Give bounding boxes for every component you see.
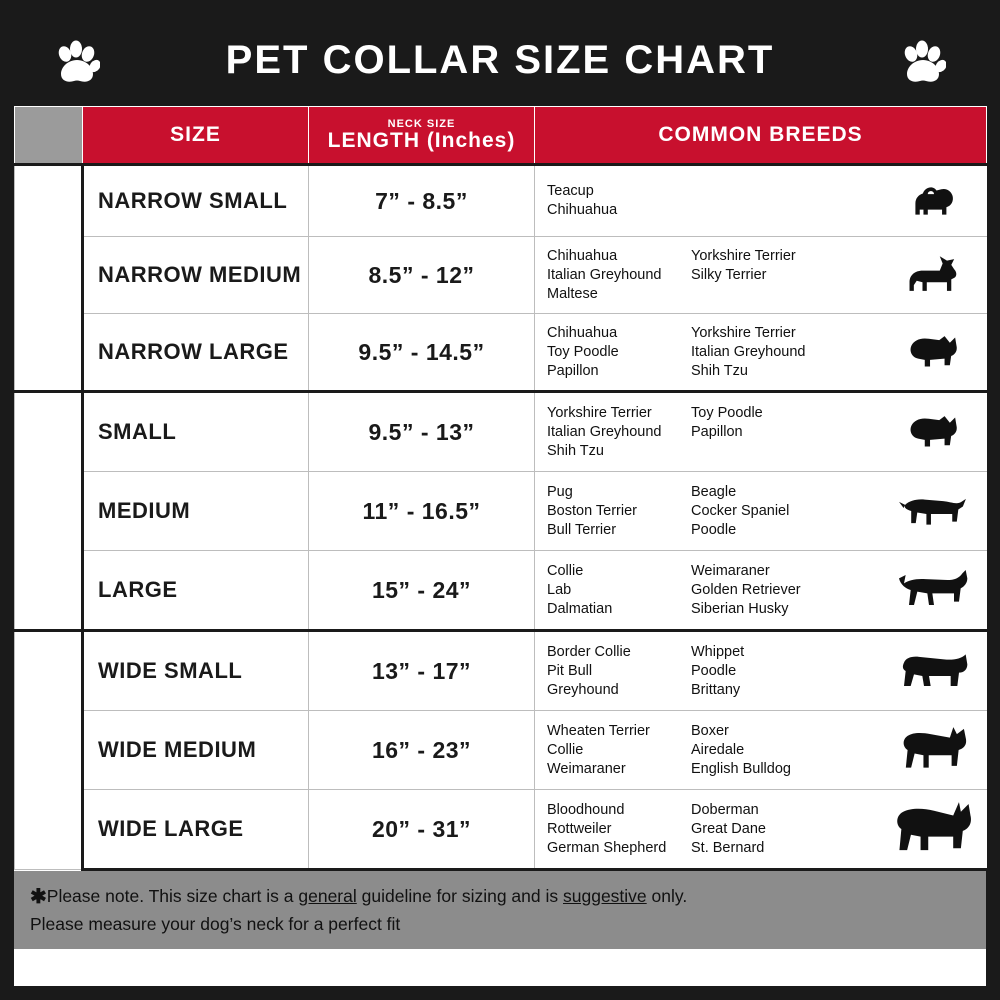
footer-note bbox=[14, 871, 986, 949]
breed-name: Poodle bbox=[691, 521, 737, 538]
breed-name: Golden Retriever bbox=[691, 581, 801, 598]
breeds-column-2 bbox=[691, 801, 835, 858]
cell-length: 20” - 31” bbox=[309, 790, 535, 870]
cell-breeds bbox=[535, 790, 987, 870]
table-row bbox=[15, 314, 987, 392]
breed-name: Toy Poodle bbox=[547, 343, 619, 360]
column-header-length bbox=[309, 107, 535, 165]
chihuahua-silhouette bbox=[885, 253, 983, 297]
cell-breeds bbox=[535, 165, 987, 237]
group-label-cell-narrow bbox=[15, 165, 83, 392]
breeds-column-2 bbox=[691, 643, 835, 700]
breed-name: Papillon bbox=[691, 423, 743, 440]
cell-size: WIDE MEDIUM bbox=[83, 711, 309, 790]
corner-cell bbox=[15, 107, 83, 165]
table-row bbox=[15, 237, 987, 314]
chart-header bbox=[14, 14, 986, 106]
cell-length: 9.5” - 13” bbox=[309, 392, 535, 472]
cell-size: MEDIUM bbox=[83, 472, 309, 551]
footer-text-general: general bbox=[298, 886, 357, 906]
cell-breeds bbox=[535, 631, 987, 711]
breed-name: Doberman bbox=[691, 801, 759, 818]
breeds-column-1 bbox=[547, 483, 691, 540]
column-header-breeds: COMMON BREEDS bbox=[535, 107, 987, 165]
cell-breeds bbox=[535, 392, 987, 472]
breed-name: Shih Tzu bbox=[691, 362, 748, 379]
breed-name: Yorkshire Terrier bbox=[547, 404, 652, 421]
paw-icon bbox=[900, 40, 946, 86]
breed-name: Bloodhound bbox=[547, 801, 625, 818]
breed-name: Greyhound bbox=[547, 681, 619, 698]
cell-length: 16” - 23” bbox=[309, 711, 535, 790]
group-label: 0.5" WIDE bbox=[36, 216, 59, 335]
breed-name: Collie bbox=[547, 562, 584, 579]
cell-length: 13” - 17” bbox=[309, 631, 535, 711]
breeds-column-2 bbox=[691, 324, 835, 381]
beagle-silhouette bbox=[885, 488, 983, 534]
cell-size: NARROW SMALL bbox=[83, 165, 309, 237]
footer-line-2: Please measure your dog’s neck for a perfect fit bbox=[30, 914, 401, 934]
breed-name: Yorkshire Terrier bbox=[691, 324, 796, 341]
footer-text-c: only. bbox=[646, 886, 688, 906]
cell-length: 7” - 8.5” bbox=[309, 165, 535, 237]
page-title: PET COLLAR SIZE CHART bbox=[225, 37, 775, 82]
breeds-column-1 bbox=[547, 643, 691, 700]
breeds-column-2 bbox=[691, 404, 835, 461]
breed-name: Border Collie bbox=[547, 643, 631, 660]
breed-name: Boxer bbox=[691, 722, 729, 739]
breed-name: Bull Terrier bbox=[547, 521, 617, 538]
breed-name: Pit Bull bbox=[547, 662, 593, 679]
breed-name: Italian Greyhound bbox=[691, 343, 806, 360]
breeds-column-1 bbox=[547, 324, 691, 381]
cell-size: SMALL bbox=[83, 392, 309, 472]
breed-name: Airedale bbox=[691, 741, 745, 758]
breed-name: English Bulldog bbox=[691, 760, 791, 777]
size-table bbox=[14, 106, 987, 871]
breed-name: Whippet bbox=[691, 643, 745, 660]
boxer-silhouette bbox=[885, 723, 983, 777]
breed-name: Poodle bbox=[691, 662, 737, 679]
breeds-column-2 bbox=[691, 247, 835, 304]
group-label: 1.5" WIDE bbox=[36, 689, 59, 807]
cell-size: WIDE SMALL bbox=[83, 631, 309, 711]
breed-name: Chihuahua bbox=[547, 324, 618, 341]
asterisk-icon: ✱ bbox=[30, 886, 47, 908]
breed-name: Pug bbox=[547, 483, 573, 500]
table-body bbox=[15, 165, 987, 870]
cell-breeds bbox=[535, 237, 987, 314]
breed-name: Maltese bbox=[547, 285, 598, 302]
breed-name: Wheaten Terrier bbox=[547, 722, 650, 739]
yorkie-silhouette bbox=[885, 181, 983, 221]
retriever-silhouette bbox=[885, 565, 983, 615]
doberman-silhouette bbox=[885, 800, 983, 858]
group-label-cell-wide bbox=[15, 631, 83, 870]
table-row bbox=[15, 711, 987, 790]
footer-text-suggestive: suggestive bbox=[563, 886, 647, 906]
cell-length: 8.5” - 12” bbox=[309, 237, 535, 314]
cell-breeds bbox=[535, 314, 987, 392]
breed-name: Great Dane bbox=[691, 820, 766, 837]
breed-name: Cocker Spaniel bbox=[691, 502, 790, 519]
column-header-size: SIZE bbox=[83, 107, 309, 165]
breed-name: Papillon bbox=[547, 362, 599, 379]
cell-size: WIDE LARGE bbox=[83, 790, 309, 870]
breed-name: Italian Greyhound bbox=[547, 423, 662, 440]
cell-length: 11” - 16.5” bbox=[309, 472, 535, 551]
cell-length: 9.5” - 14.5” bbox=[309, 314, 535, 392]
cell-size: NARROW LARGE bbox=[83, 314, 309, 392]
breed-name: Siberian Husky bbox=[691, 600, 789, 617]
cell-breeds bbox=[535, 711, 987, 790]
breeds-column-1 bbox=[547, 562, 691, 619]
breed-name: German Shepherd bbox=[547, 839, 667, 856]
paw-icon bbox=[54, 40, 100, 86]
breed-name: Italian Greyhound bbox=[547, 266, 662, 283]
group-label-cell-standard bbox=[15, 392, 83, 631]
footer-line-1 bbox=[30, 883, 970, 911]
group-label: 1.0" WIDE bbox=[36, 449, 59, 568]
table-row bbox=[15, 790, 987, 870]
column-header-length-sub: NECK SIZE bbox=[387, 117, 456, 130]
breed-name: Silky Terrier bbox=[691, 266, 767, 283]
breed-name: Chihuahua bbox=[547, 247, 618, 264]
table-header-row bbox=[15, 107, 987, 165]
breeds-column-1 bbox=[547, 801, 691, 858]
cell-breeds bbox=[535, 551, 987, 631]
cell-length: 15” - 24” bbox=[309, 551, 535, 631]
breed-name: Weimaraner bbox=[547, 760, 626, 777]
column-header-length-main: LENGTH (Inches) bbox=[327, 128, 516, 152]
breed-name: Collie bbox=[547, 741, 584, 758]
breeds-column-1 bbox=[547, 247, 691, 304]
breed-name: Shih Tzu bbox=[547, 442, 604, 459]
footer-text-a: Please note. This size chart is a bbox=[46, 886, 299, 906]
breeds-column-2 bbox=[691, 722, 835, 779]
cell-breeds bbox=[535, 472, 987, 551]
breed-name: Rottweiler bbox=[547, 820, 612, 837]
breeds-column-1 bbox=[547, 182, 691, 220]
papillon-silhouette bbox=[885, 331, 983, 373]
table-row bbox=[15, 631, 987, 711]
breed-name: Brittany bbox=[691, 681, 741, 698]
table-row bbox=[15, 392, 987, 472]
breeds-column-2 bbox=[691, 562, 835, 619]
breeds-column-2 bbox=[691, 483, 835, 540]
breed-name: Boston Terrier bbox=[547, 502, 637, 519]
breeds-column-2 bbox=[691, 182, 835, 220]
table-row bbox=[15, 472, 987, 551]
breed-name: Weimaraner bbox=[691, 562, 770, 579]
breed-name: Beagle bbox=[691, 483, 737, 500]
papillon-silhouette bbox=[885, 411, 983, 453]
breed-name: Chihuahua bbox=[547, 202, 618, 218]
breeds-column-1 bbox=[547, 722, 691, 779]
breeds-column-1 bbox=[547, 404, 691, 461]
breed-name: Yorkshire Terrier bbox=[691, 247, 796, 264]
table-row bbox=[15, 551, 987, 631]
footer-text-b: guideline for sizing and is bbox=[356, 886, 563, 906]
bulldog-silhouette bbox=[885, 646, 983, 696]
cell-size: NARROW MEDIUM bbox=[83, 237, 309, 314]
breed-name: Dalmatian bbox=[547, 600, 613, 617]
breed-name: Lab bbox=[547, 581, 572, 598]
cell-size: LARGE bbox=[83, 551, 309, 631]
breed-name: Toy Poodle bbox=[691, 404, 763, 421]
table-row bbox=[15, 165, 987, 237]
breed-name: St. Bernard bbox=[691, 839, 765, 856]
breed-name: Teacup bbox=[547, 183, 594, 199]
